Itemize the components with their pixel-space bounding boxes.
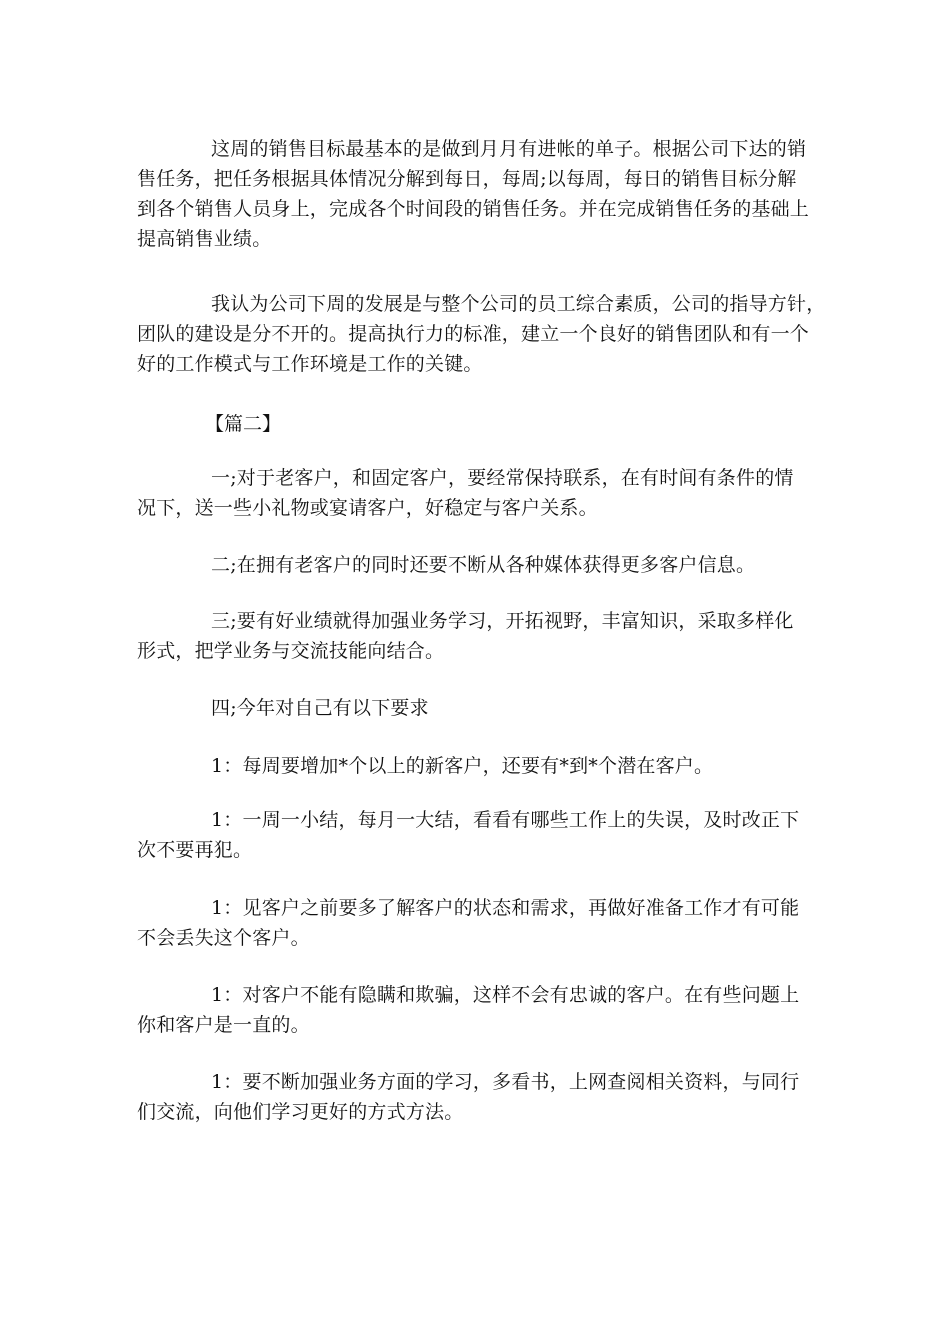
text-line: 售任务，把任务根据具体情况分解到每日，每周;以每周，每日的销售目标分解 <box>137 168 797 190</box>
text-line: 们交流，向他们学习更好的方式方法。 <box>137 1101 464 1123</box>
paragraph-item-three <box>137 606 827 666</box>
text-line: 你和客户是一直的。 <box>137 1014 310 1036</box>
text-line: 四;今年对自己有以下要求 <box>211 697 429 719</box>
paragraph-requirement-3 <box>137 893 827 953</box>
text-line: 况下，送一些小礼物或宴请客户，好稳定与客户关系。 <box>137 497 598 519</box>
text-line: 1：一周一小结，每月一大结，看看有哪些工作上的失误，及时改正下 <box>211 809 800 831</box>
section-heading: 【篇二】 <box>205 413 282 435</box>
paragraph-requirement-4 <box>137 980 827 1040</box>
text-line: 好的工作模式与工作环境是工作的关键。 <box>137 353 483 375</box>
text-line: 到各个销售人员身上，完成各个时间段的销售任务。并在完成销售任务的基础上 <box>137 198 810 220</box>
text-line: 三;要有好业绩就得加强业务学习，开拓视野，丰富知识，采取多样化 <box>211 610 794 632</box>
text-line: 我认为公司下周的发展是与整个公司的员工综合素质，公司的指导方针， <box>211 293 826 315</box>
text-line: 1：对客户不能有隐瞒和欺骗，这样不会有忠诚的客户。在有些问题上 <box>211 984 800 1006</box>
text-line: 一;对于老客户，和固定客户，要经常保持联系，在有时间有条件的情 <box>211 467 794 489</box>
paragraph-item-four <box>137 693 827 723</box>
paragraph-item-one <box>137 463 827 523</box>
text-line: 不会丢失这个客户。 <box>137 927 310 949</box>
text-line: 形式，把学业务与交流技能向结合。 <box>137 640 445 662</box>
text-line: 这周的销售目标最基本的是做到月月有进帐的单子。根据公司下达的销 <box>211 138 807 160</box>
paragraph-requirement-1 <box>137 751 827 781</box>
paragraph-requirement-2 <box>137 805 827 865</box>
text-line: 1：每周要增加*个以上的新客户，还要有*到*个潜在客户。 <box>211 755 714 777</box>
text-line: 1：见客户之前要多了解客户的状态和需求，再做好准备工作才有可能 <box>211 897 800 919</box>
paragraph-item-two <box>137 550 827 580</box>
paragraph-company-development <box>137 289 827 379</box>
paragraph-sales-target <box>137 134 827 254</box>
text-line: 1：要不断加强业务方面的学习，多看书，上网查阅相关资料，与同行 <box>211 1071 800 1093</box>
text-line: 提高销售业绩。 <box>137 228 272 250</box>
text-line: 二;在拥有老客户的同时还要不断从各种媒体获得更多客户信息。 <box>211 554 756 576</box>
text-line: 次不要再犯。 <box>137 839 253 861</box>
text-line: 团队的建设是分不开的。提高执行力的标准，建立一个良好的销售团队和有一个 <box>137 323 810 345</box>
paragraph-requirement-5 <box>137 1067 827 1127</box>
